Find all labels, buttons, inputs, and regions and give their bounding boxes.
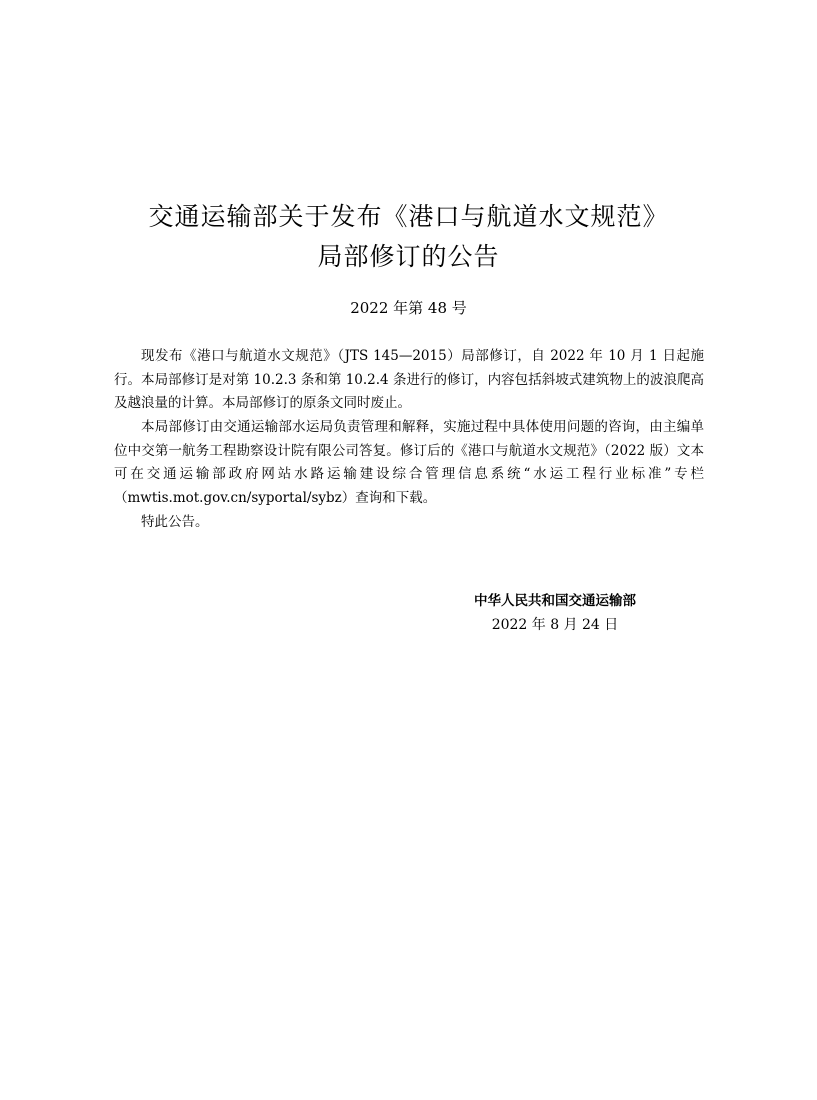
body-paragraph-1 (114, 345, 704, 416)
paragraph-text: 本局部修订由交通运输部水运局负责管理和解释，实施过程中具体使用问题的咨询，由主编单位中交第一航务工程勘察设计院有限公司答复。修订后的《港口与航道水文规范》（2022 版）文本可在交通运输部政府网站水路运输建设综合管理信息系统“水运工程行业标准”专栏（mwtis.mot.gov.cn/syportal/sybz）查询和下载。 (114, 419, 704, 506)
page-title-continued: 局部修订的公告 (317, 242, 500, 271)
page-title: 交通运输部关于发布《港口与航道水文规范》 (148, 202, 669, 231)
signature-date: 2022 年 8 月 24 日 (491, 617, 619, 633)
document-number: 2022 年第 48 号 (350, 299, 467, 317)
body-paragraph-3 (114, 511, 704, 535)
paragraph-text: 现发布《港口与航道水文规范》（JTS 145—2015）局部修订，自 2022 年 10 月 1 日起施行。本局部修订是对第 10.2.3 条和第 10.2.4 条进行的修订，内容包括斜坡式建筑物上的波浪爬高及越浪量的计算。本局部修订的原条文同时废止。 (114, 348, 704, 411)
body-paragraph-2 (114, 416, 704, 510)
paragraph-text: 特此公告。 (141, 514, 209, 530)
signature-organization: 中华人民共和国交通运输部 (474, 593, 636, 609)
